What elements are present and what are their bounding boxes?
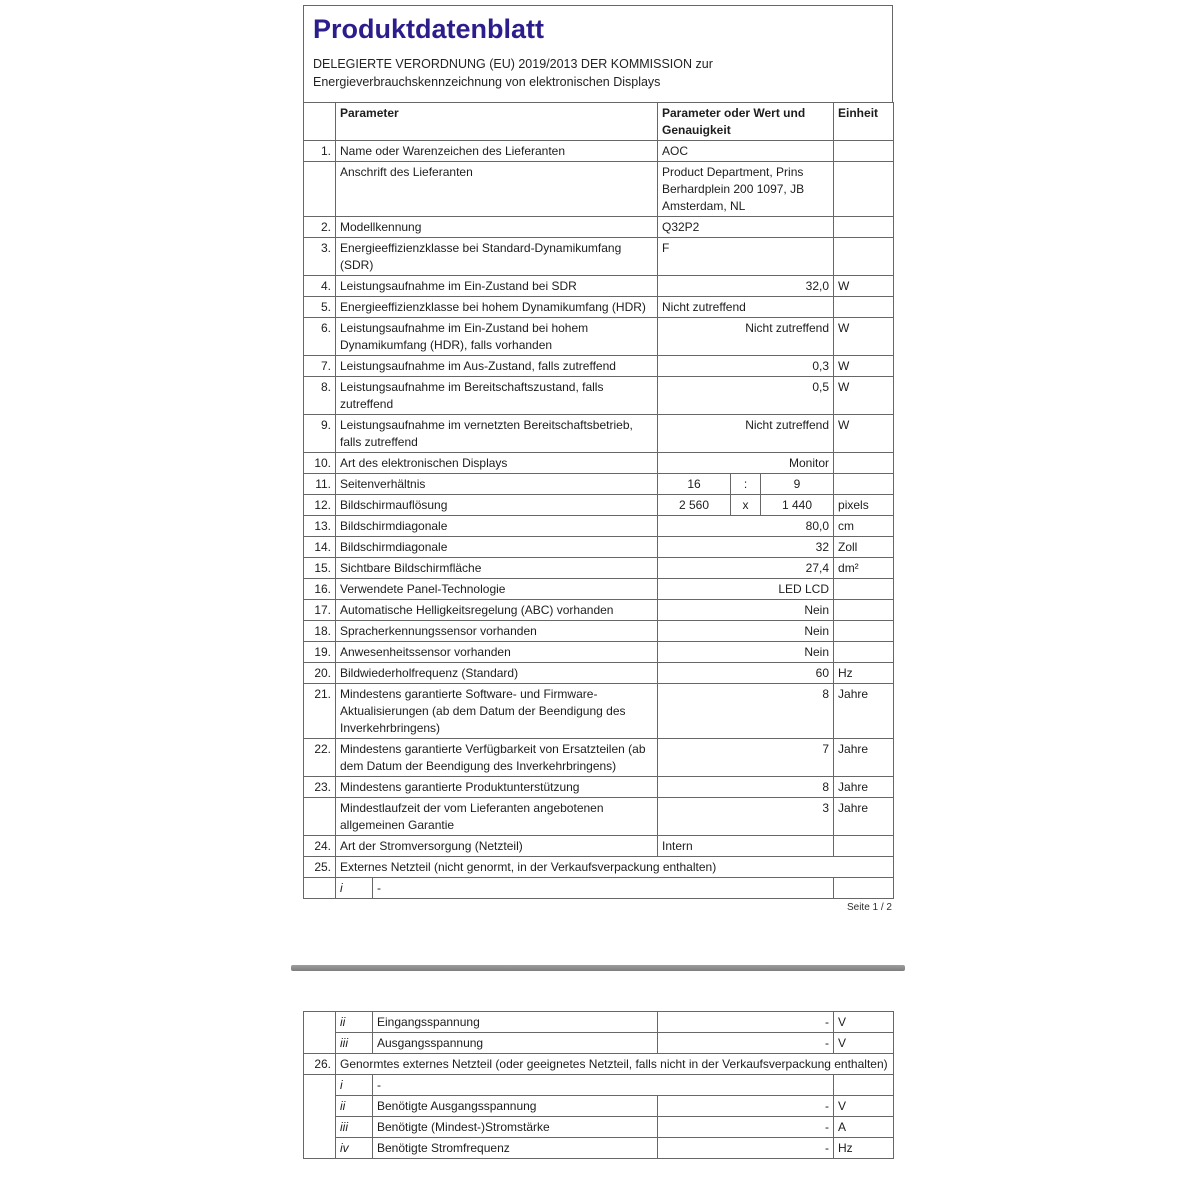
unit-cell: cm [834, 516, 894, 537]
doc-title: Produktdatenblatt [313, 14, 545, 44]
row-number-cell: 8. [304, 377, 336, 415]
value-cell: 27,4 [658, 558, 834, 579]
roman-index-cell: ii [336, 1096, 373, 1117]
row-number-cell: 9. [304, 415, 336, 453]
parameter-cell: Mindestens garantierte Produktunterstützung [336, 777, 658, 798]
parameter-cell: Mindestens garantierte Verfügbarkeit von Ersatzteilen (ab dem Datum der Beendigung des Inverkehrbringens) [336, 739, 658, 777]
unit-cell [834, 878, 894, 899]
value-cell: Nicht zutreffend [658, 318, 834, 356]
row-number-cell: 5. [304, 297, 336, 318]
parameter-cell: Energieeffizienzklasse bei Standard-Dynamikumfang (SDR) [336, 238, 658, 276]
value-cell: - [658, 1033, 834, 1054]
table-row [304, 1138, 894, 1159]
unit-cell [834, 141, 894, 162]
unit-cell: W [834, 377, 894, 415]
table-row [304, 297, 894, 318]
title-block [303, 5, 893, 102]
row-number-cell: 14. [304, 537, 336, 558]
unit-cell [834, 600, 894, 621]
unit-cell: W [834, 415, 894, 453]
parameter-cell: Benötigte Ausgangsspannung [373, 1096, 658, 1117]
table-row [304, 495, 894, 516]
row-number-cell: 23. [304, 777, 336, 798]
table-row [304, 162, 894, 217]
value-cell: - [373, 1075, 834, 1096]
section-span-cell: Genormtes externes Netzteil (oder geeignetes Netzteil, falls nicht in der Verkaufsverpackung enthalten) [336, 1054, 894, 1075]
row-number-cell: 22. [304, 739, 336, 777]
table-row [304, 798, 894, 836]
value-cell: F [658, 238, 834, 276]
ratio-height-cell: 9 [761, 474, 834, 495]
row-number-cell [304, 878, 336, 899]
value-cell: Monitor [658, 453, 834, 474]
row-number-cell [304, 162, 336, 217]
parameter-cell: Sichtbare Bildschirmfläche [336, 558, 658, 579]
value-cell: 8 [658, 684, 834, 739]
table-row [304, 579, 894, 600]
unit-cell: V [834, 1033, 894, 1054]
value-cell: Nicht zutreffend [658, 415, 834, 453]
table-row [304, 642, 894, 663]
unit-cell: Hz [834, 1138, 894, 1159]
unit-cell [834, 579, 894, 600]
row-number-cell: 4. [304, 276, 336, 297]
unit-cell: Jahre [834, 684, 894, 739]
roman-index-cell: iii [336, 1033, 373, 1054]
unit-cell: A [834, 1117, 894, 1138]
table-row [304, 276, 894, 297]
unit-cell [834, 162, 894, 217]
resolution-separator-cell: x [731, 495, 761, 516]
row-number-cell: 26. [304, 1054, 336, 1075]
parameter-cell: Bildschirmauflösung [336, 495, 658, 516]
parameter-cell: Bildschirmdiagonale [336, 516, 658, 537]
value-cell: LED LCD [658, 579, 834, 600]
parameter-cell: Bildschirmdiagonale [336, 537, 658, 558]
table-row [304, 516, 894, 537]
table-row [304, 141, 894, 162]
row-number-cell: 17. [304, 600, 336, 621]
table-row [304, 217, 894, 238]
roman-index-cell: ii [336, 1012, 373, 1033]
page-break-separator [291, 965, 905, 971]
parameter-cell: Art der Stromversorgung (Netzteil) [336, 836, 658, 857]
value-cell: 32,0 [658, 276, 834, 297]
parameter-cell: Ausgangsspannung [373, 1033, 658, 1054]
value-cell: Nein [658, 642, 834, 663]
value-cell: 0,5 [658, 377, 834, 415]
value-cell: Q32P2 [658, 217, 834, 238]
unit-cell [834, 642, 894, 663]
value-cell: Intern [658, 836, 834, 857]
roman-index-cell: i [336, 878, 373, 899]
table-row [304, 1012, 894, 1033]
table-row [304, 1033, 894, 1054]
value-cell: - [658, 1117, 834, 1138]
value-cell: - [658, 1012, 834, 1033]
row-number-cell: 6. [304, 318, 336, 356]
table-row [304, 453, 894, 474]
row-number-cell: 11. [304, 474, 336, 495]
row-number-cell: 10. [304, 453, 336, 474]
table-row [304, 684, 894, 739]
unit-cell [834, 238, 894, 276]
parameter-cell: Spracherkennungssensor vorhanden [336, 621, 658, 642]
parameter-cell: Anwesenheitssensor vorhanden [336, 642, 658, 663]
row-number-cell: 18. [304, 621, 336, 642]
row-number-cell: 1. [304, 141, 336, 162]
value-cell: 60 [658, 663, 834, 684]
parameter-cell: Seitenverhältnis [336, 474, 658, 495]
table-row [304, 621, 894, 642]
row-number-cell: 3. [304, 238, 336, 276]
row-number-cell: 16. [304, 579, 336, 600]
parameter-cell: Verwendete Panel-Technologie [336, 579, 658, 600]
unit-cell: W [834, 276, 894, 297]
parameter-cell: Modellkennung [336, 217, 658, 238]
header-unit-cell: Einheit [834, 103, 894, 141]
parameter-cell: Anschrift des Lieferanten [336, 162, 658, 217]
value-cell: 3 [658, 798, 834, 836]
unit-cell: Jahre [834, 777, 894, 798]
table-row [304, 377, 894, 415]
row-number-cell [304, 798, 336, 836]
page-number: Seite 1 / 2 [846, 902, 892, 913]
roman-index-cell: iii [336, 1117, 373, 1138]
unit-cell: W [834, 318, 894, 356]
row-number-cell: 25. [304, 857, 336, 878]
row-number-cell: 15. [304, 558, 336, 579]
value-cell: Nicht zutreffend [658, 297, 834, 318]
row-number-cell [304, 1075, 336, 1159]
unit-cell [834, 836, 894, 857]
unit-cell: Jahre [834, 739, 894, 777]
row-number-cell: 12. [304, 495, 336, 516]
unit-cell: W [834, 356, 894, 377]
unit-cell [834, 217, 894, 238]
row-number-cell: 19. [304, 642, 336, 663]
unit-cell: dm² [834, 558, 894, 579]
unit-cell: Jahre [834, 798, 894, 836]
parameter-cell: Automatische Helligkeitsregelung (ABC) vorhanden [336, 600, 658, 621]
parameter-cell: Leistungsaufnahme im Aus-Zustand, falls zutreffend [336, 356, 658, 377]
parameter-cell: Art des elektronischen Displays [336, 453, 658, 474]
parameter-cell: Mindestens garantierte Software- und Firmware-Aktualisierungen (ab dem Datum der Beendigung des Inverkehrbringens) [336, 684, 658, 739]
value-cell: 80,0 [658, 516, 834, 537]
unit-cell: Hz [834, 663, 894, 684]
parameter-cell: Leistungsaufnahme im vernetzten Bereitschaftsbetrieb, falls zutreffend [336, 415, 658, 453]
table-row [304, 415, 894, 453]
value-cell: 32 [658, 537, 834, 558]
row-number-cell [304, 1012, 336, 1054]
parameter-cell: Bildwiederholfrequenz (Standard) [336, 663, 658, 684]
document-page [303, 5, 893, 1159]
unit-cell [834, 453, 894, 474]
table-row [304, 739, 894, 777]
table-row [304, 558, 894, 579]
unit-cell: V [834, 1096, 894, 1117]
table-row [304, 878, 894, 899]
unit-cell [834, 474, 894, 495]
row-number-cell: 7. [304, 356, 336, 377]
parameter-cell: Benötigte Stromfrequenz [373, 1138, 658, 1159]
header-parameter-cell: Parameter [336, 103, 658, 141]
row-number-cell: 2. [304, 217, 336, 238]
value-cell: AOC [658, 141, 834, 162]
header-number-cell [304, 103, 336, 141]
value-cell: Nein [658, 600, 834, 621]
table-row [304, 356, 894, 377]
product-data-table-page1 [303, 102, 894, 899]
parameter-cell: Leistungsaufnahme im Ein-Zustand bei SDR [336, 276, 658, 297]
value-cell: Product Department, Prins Berhardplein 200 1097, JB Amsterdam, NL [658, 162, 834, 217]
unit-cell: pixels [834, 495, 894, 516]
row-number-cell: 21. [304, 684, 336, 739]
roman-index-cell: iv [336, 1138, 373, 1159]
parameter-cell: Leistungsaufnahme im Ein-Zustand bei hohem Dynamikumfang (HDR), falls vorhanden [336, 318, 658, 356]
value-cell: - [658, 1138, 834, 1159]
regulation-subtitle-line2: Energieverbrauchskennzeichnung von elektronischen Displays [313, 74, 661, 89]
table-row [304, 318, 894, 356]
resolution-height-cell: 1 440 [761, 495, 834, 516]
table-row [304, 1075, 894, 1096]
unit-cell [834, 297, 894, 318]
ratio-width-cell: 16 [658, 474, 731, 495]
parameter-cell: Name oder Warenzeichen des Lieferanten [336, 141, 658, 162]
table-header-row [304, 103, 894, 141]
product-data-table-page2 [303, 1011, 894, 1159]
table-row [304, 1096, 894, 1117]
table-row [304, 777, 894, 798]
parameter-cell: Eingangsspannung [373, 1012, 658, 1033]
table-row [304, 1117, 894, 1138]
unit-cell: Zoll [834, 537, 894, 558]
unit-cell [834, 1075, 894, 1096]
unit-cell: V [834, 1012, 894, 1033]
value-cell: - [373, 878, 834, 899]
value-cell: - [658, 1096, 834, 1117]
resolution-width-cell: 2 560 [658, 495, 731, 516]
table-row [304, 1054, 894, 1075]
value-cell: 7 [658, 739, 834, 777]
row-number-cell: 24. [304, 836, 336, 857]
table-row [304, 857, 894, 878]
parameter-cell: Mindestlaufzeit der vom Lieferanten angebotenen allgemeinen Garantie [336, 798, 658, 836]
table-row [304, 836, 894, 857]
table-row [304, 537, 894, 558]
row-number-cell: 13. [304, 516, 336, 537]
value-cell: 0,3 [658, 356, 834, 377]
table-row [304, 238, 894, 276]
regulation-subtitle-line1: DELEGIERTE VERORDNUNG (EU) 2019/2013 DER KOMMISSION zur [313, 57, 713, 71]
table-row [304, 474, 894, 495]
unit-cell [834, 621, 894, 642]
parameter-cell: Leistungsaufnahme im Bereitschaftszustand, falls zutreffend [336, 377, 658, 415]
parameter-cell: Energieeffizienzklasse bei hohem Dynamikumfang (HDR) [336, 297, 658, 318]
row-number-cell: 20. [304, 663, 336, 684]
value-cell: Nein [658, 621, 834, 642]
section-span-cell: Externes Netzteil (nicht genormt, in der Verkaufsverpackung enthalten) [336, 857, 894, 878]
table-row [304, 600, 894, 621]
parameter-cell: Benötigte (Mindest-)Stromstärke [373, 1117, 658, 1138]
value-cell: 8 [658, 777, 834, 798]
header-value-cell: Parameter oder Wert und Genauigkeit [658, 103, 834, 141]
roman-index-cell: i [336, 1075, 373, 1096]
table-row [304, 663, 894, 684]
ratio-separator-cell: : [731, 474, 761, 495]
